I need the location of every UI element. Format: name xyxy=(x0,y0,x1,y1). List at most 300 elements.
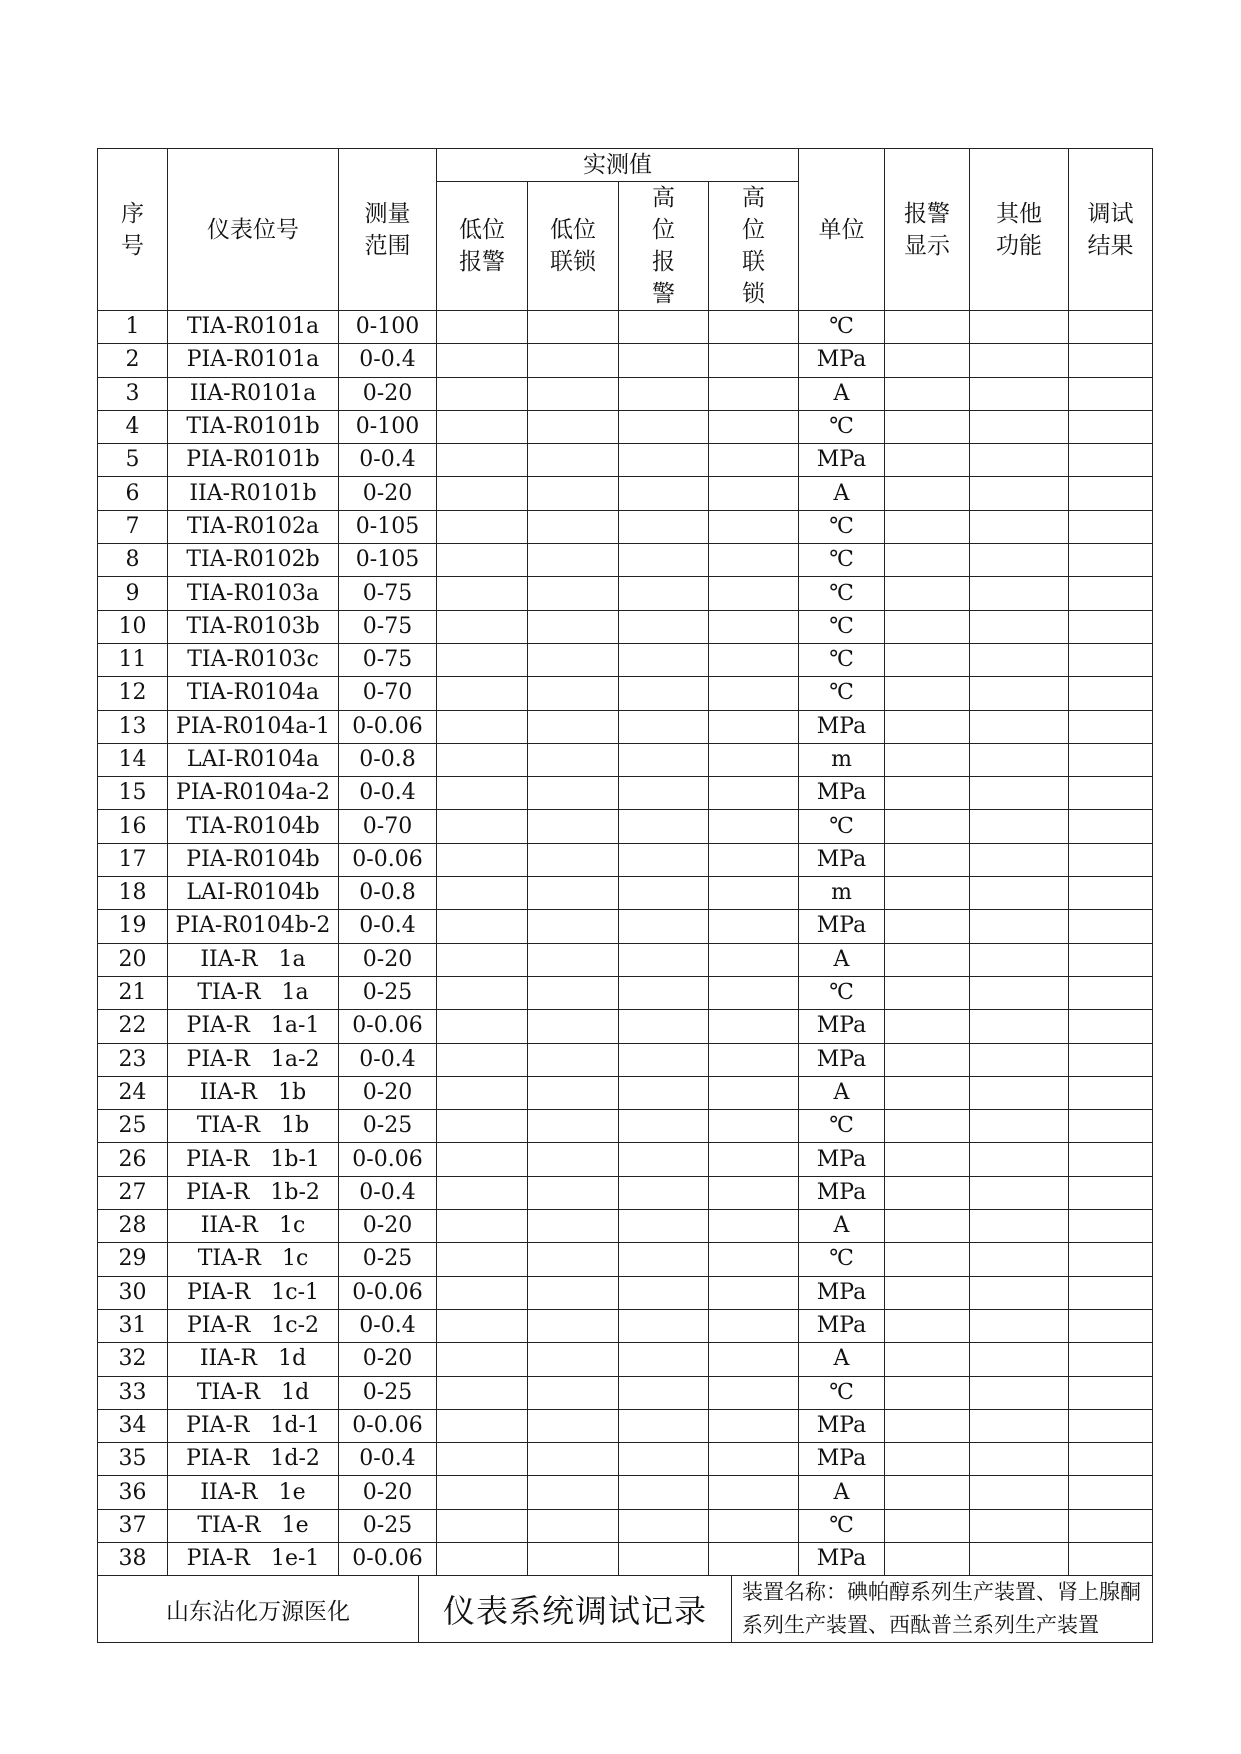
cell-seq: 34 xyxy=(98,1409,168,1442)
cell-unit: ℃ xyxy=(799,610,885,643)
cell-seq: 31 xyxy=(98,1309,168,1342)
cell-unit: m xyxy=(799,743,885,776)
cell-high-alarm xyxy=(619,377,709,410)
table-row xyxy=(98,544,1153,577)
cell-seq: 24 xyxy=(98,1076,168,1109)
cell-low-interlock xyxy=(528,610,619,643)
cell-high-interlock xyxy=(709,1143,799,1176)
cell-range: 0-75 xyxy=(339,610,437,643)
table-row xyxy=(98,743,1153,776)
cell-result xyxy=(1069,377,1153,410)
cell-unit: ℃ xyxy=(799,677,885,710)
cell-range: 0-20 xyxy=(339,1476,437,1509)
cell-seq: 4 xyxy=(98,410,168,443)
header-unit: 单位 xyxy=(799,149,885,311)
cell-range: 0-100 xyxy=(339,410,437,443)
cell-other xyxy=(970,843,1069,876)
cell-alarm-display xyxy=(885,1343,970,1376)
header-high-interlock: 高位联锁 xyxy=(709,182,799,311)
cell-high-interlock xyxy=(709,976,799,1009)
cell-result xyxy=(1069,510,1153,543)
cell-seq: 15 xyxy=(98,777,168,810)
cell-other xyxy=(970,1443,1069,1476)
cell-high-interlock xyxy=(709,643,799,676)
cell-low-alarm xyxy=(437,777,528,810)
cell-low-alarm xyxy=(437,1542,528,1575)
cell-alarm-display xyxy=(885,1176,970,1209)
cell-low-interlock xyxy=(528,976,619,1009)
cell-low-interlock xyxy=(528,1542,619,1575)
cell-high-interlock xyxy=(709,1010,799,1043)
table-row xyxy=(98,444,1153,477)
cell-other xyxy=(970,1409,1069,1442)
table-row xyxy=(98,777,1153,810)
cell-other xyxy=(970,377,1069,410)
cell-range: 0-25 xyxy=(339,1376,437,1409)
cell-result xyxy=(1069,1010,1153,1043)
cell-high-alarm xyxy=(619,677,709,710)
cell-range: 0-0.4 xyxy=(339,1443,437,1476)
cell-unit: A xyxy=(799,1076,885,1109)
cell-low-alarm xyxy=(437,743,528,776)
cell-high-interlock xyxy=(709,410,799,443)
cell-tag: PIA-R 1a-2 xyxy=(168,1043,339,1076)
cell-low-alarm xyxy=(437,444,528,477)
table-row xyxy=(98,377,1153,410)
cell-other xyxy=(970,410,1069,443)
cell-range: 0-0.06 xyxy=(339,710,437,743)
cell-seq: 35 xyxy=(98,1443,168,1476)
cell-seq: 10 xyxy=(98,610,168,643)
cell-unit: MPa xyxy=(799,1143,885,1176)
table-row xyxy=(98,1443,1153,1476)
cell-result xyxy=(1069,843,1153,876)
cell-low-alarm xyxy=(437,810,528,843)
header-range: 测量范围 xyxy=(339,149,437,311)
cell-range: 0-105 xyxy=(339,544,437,577)
cell-range: 0-20 xyxy=(339,1343,437,1376)
cell-unit: A xyxy=(799,477,885,510)
cell-high-interlock xyxy=(709,677,799,710)
cell-low-alarm xyxy=(437,344,528,377)
table-row xyxy=(98,510,1153,543)
cell-alarm-display xyxy=(885,1476,970,1509)
cell-seq: 11 xyxy=(98,643,168,676)
cell-unit: ℃ xyxy=(799,1243,885,1276)
cell-other xyxy=(970,1043,1069,1076)
cell-range: 0-105 xyxy=(339,510,437,543)
cell-result xyxy=(1069,1143,1153,1176)
cell-seq: 37 xyxy=(98,1509,168,1542)
cell-alarm-display xyxy=(885,1376,970,1409)
cell-tag: TIA-R 1a xyxy=(168,976,339,1009)
cell-alarm-display xyxy=(885,843,970,876)
cell-seq: 3 xyxy=(98,377,168,410)
cell-result xyxy=(1069,544,1153,577)
cell-tag: TIA-R0102a xyxy=(168,510,339,543)
cell-high-interlock xyxy=(709,510,799,543)
cell-result xyxy=(1069,577,1153,610)
cell-unit: A xyxy=(799,1210,885,1243)
cell-tag: LAI-R0104a xyxy=(168,743,339,776)
cell-alarm-display xyxy=(885,743,970,776)
cell-high-alarm xyxy=(619,1309,709,1342)
cell-low-alarm xyxy=(437,410,528,443)
cell-other xyxy=(970,877,1069,910)
cell-high-interlock xyxy=(709,544,799,577)
cell-unit: ℃ xyxy=(799,544,885,577)
cell-result xyxy=(1069,1076,1153,1109)
cell-high-alarm xyxy=(619,1276,709,1309)
cell-high-alarm xyxy=(619,444,709,477)
cell-tag: IIA-R 1b xyxy=(168,1076,339,1109)
cell-low-interlock xyxy=(528,311,619,344)
cell-unit: ℃ xyxy=(799,311,885,344)
table-row xyxy=(98,877,1153,910)
cell-low-interlock xyxy=(528,710,619,743)
cell-tag: PIA-R0101a xyxy=(168,344,339,377)
cell-low-interlock xyxy=(528,444,619,477)
cell-high-alarm xyxy=(619,1243,709,1276)
cell-alarm-display xyxy=(885,777,970,810)
cell-low-alarm xyxy=(437,1343,528,1376)
table-row xyxy=(98,843,1153,876)
cell-alarm-display xyxy=(885,1110,970,1143)
cell-low-interlock xyxy=(528,1076,619,1109)
cell-unit: MPa xyxy=(799,1010,885,1043)
table-row xyxy=(98,677,1153,710)
header-high-alarm: 高位报警 xyxy=(619,182,709,311)
table-row xyxy=(98,1176,1153,1209)
cell-alarm-display xyxy=(885,1210,970,1243)
cell-tag: IIA-R0101a xyxy=(168,377,339,410)
cell-unit: MPa xyxy=(799,710,885,743)
cell-other xyxy=(970,1509,1069,1542)
cell-result xyxy=(1069,976,1153,1009)
cell-tag: TIA-R0104a xyxy=(168,677,339,710)
cell-alarm-display xyxy=(885,1443,970,1476)
cell-alarm-display xyxy=(885,1542,970,1575)
cell-high-alarm xyxy=(619,1043,709,1076)
cell-other xyxy=(970,544,1069,577)
cell-high-alarm xyxy=(619,1509,709,1542)
cell-low-interlock xyxy=(528,577,619,610)
cell-high-interlock xyxy=(709,1276,799,1309)
cell-high-interlock xyxy=(709,1476,799,1509)
cell-unit: A xyxy=(799,943,885,976)
cell-range: 0-0.4 xyxy=(339,344,437,377)
cell-other xyxy=(970,344,1069,377)
cell-low-alarm xyxy=(437,1143,528,1176)
cell-other xyxy=(970,1376,1069,1409)
cell-low-alarm xyxy=(437,1276,528,1309)
cell-alarm-display xyxy=(885,910,970,943)
debug-record-sheet xyxy=(97,148,1152,1643)
cell-high-interlock xyxy=(709,877,799,910)
cell-alarm-display xyxy=(885,710,970,743)
cell-tag: PIA-R0104b xyxy=(168,843,339,876)
table-row xyxy=(98,1542,1153,1575)
cell-seq: 8 xyxy=(98,544,168,577)
cell-low-interlock xyxy=(528,410,619,443)
cell-tag: PIA-R 1c-2 xyxy=(168,1309,339,1342)
cell-tag: PIA-R 1d-2 xyxy=(168,1443,339,1476)
cell-low-interlock xyxy=(528,1476,619,1509)
cell-low-alarm xyxy=(437,976,528,1009)
cell-unit: ℃ xyxy=(799,577,885,610)
cell-unit: MPa xyxy=(799,1542,885,1575)
cell-result xyxy=(1069,810,1153,843)
cell-low-alarm xyxy=(437,1509,528,1542)
cell-other xyxy=(970,311,1069,344)
cell-result xyxy=(1069,311,1153,344)
cell-low-interlock xyxy=(528,344,619,377)
cell-alarm-display xyxy=(885,1243,970,1276)
header-low-alarm: 低位报警 xyxy=(437,182,528,311)
cell-range: 0-0.06 xyxy=(339,1409,437,1442)
cell-seq: 20 xyxy=(98,943,168,976)
cell-unit: ℃ xyxy=(799,643,885,676)
cell-other xyxy=(970,1076,1069,1109)
cell-low-interlock xyxy=(528,1309,619,1342)
cell-alarm-display xyxy=(885,344,970,377)
cell-low-interlock xyxy=(528,743,619,776)
cell-alarm-display xyxy=(885,976,970,1009)
cell-low-interlock xyxy=(528,1276,619,1309)
table-row xyxy=(98,643,1153,676)
cell-low-interlock xyxy=(528,877,619,910)
cell-alarm-display xyxy=(885,477,970,510)
device-name: 装置名称：碘帕醇系列生产装置、肾上腺酮系列生产装置、西酞普兰系列生产装置 xyxy=(732,1576,1153,1643)
cell-tag: TIA-R0101b xyxy=(168,410,339,443)
table-row xyxy=(98,1509,1153,1542)
cell-low-interlock xyxy=(528,377,619,410)
cell-high-interlock xyxy=(709,777,799,810)
cell-low-alarm xyxy=(437,1010,528,1043)
cell-range: 0-20 xyxy=(339,377,437,410)
cell-low-interlock xyxy=(528,843,619,876)
cell-high-alarm xyxy=(619,710,709,743)
cell-alarm-display xyxy=(885,643,970,676)
cell-low-alarm xyxy=(437,1409,528,1442)
cell-high-alarm xyxy=(619,1376,709,1409)
cell-range: 0-0.06 xyxy=(339,1010,437,1043)
cell-unit: A xyxy=(799,1476,885,1509)
cell-range: 0-0.8 xyxy=(339,743,437,776)
cell-other xyxy=(970,1176,1069,1209)
cell-low-interlock xyxy=(528,1343,619,1376)
cell-seq: 2 xyxy=(98,344,168,377)
cell-tag: PIA-R 1a-1 xyxy=(168,1010,339,1043)
cell-high-alarm xyxy=(619,976,709,1009)
cell-high-interlock xyxy=(709,1542,799,1575)
cell-high-interlock xyxy=(709,610,799,643)
cell-tag: TIA-R0102b xyxy=(168,544,339,577)
table-row xyxy=(98,1276,1153,1309)
cell-unit: ℃ xyxy=(799,510,885,543)
cell-tag: IIA-R0101b xyxy=(168,477,339,510)
cell-high-alarm xyxy=(619,877,709,910)
table-row xyxy=(98,311,1153,344)
cell-high-alarm xyxy=(619,843,709,876)
cell-high-alarm xyxy=(619,1476,709,1509)
header-tag: 仪表位号 xyxy=(168,149,339,311)
cell-result xyxy=(1069,710,1153,743)
cell-tag: TIA-R0103a xyxy=(168,577,339,610)
cell-low-alarm xyxy=(437,710,528,743)
cell-tag: PIA-R 1c-1 xyxy=(168,1276,339,1309)
cell-tag: PIA-R0101b xyxy=(168,444,339,477)
cell-low-alarm xyxy=(437,843,528,876)
cell-result xyxy=(1069,777,1153,810)
cell-result xyxy=(1069,1043,1153,1076)
cell-tag: IIA-R 1d xyxy=(168,1343,339,1376)
cell-other xyxy=(970,710,1069,743)
cell-result xyxy=(1069,643,1153,676)
cell-high-alarm xyxy=(619,1343,709,1376)
cell-low-interlock xyxy=(528,1010,619,1043)
cell-high-interlock xyxy=(709,311,799,344)
cell-low-interlock xyxy=(528,1143,619,1176)
cell-low-alarm xyxy=(437,544,528,577)
cell-other xyxy=(970,1343,1069,1376)
cell-tag: PIA-R0104a-1 xyxy=(168,710,339,743)
cell-alarm-display xyxy=(885,877,970,910)
instrument-table xyxy=(97,148,1153,1576)
cell-result xyxy=(1069,943,1153,976)
cell-range: 0-20 xyxy=(339,477,437,510)
cell-alarm-display xyxy=(885,544,970,577)
cell-other xyxy=(970,1143,1069,1176)
cell-high-alarm xyxy=(619,643,709,676)
cell-result xyxy=(1069,410,1153,443)
cell-seq: 14 xyxy=(98,743,168,776)
cell-unit: m xyxy=(799,877,885,910)
cell-high-interlock xyxy=(709,1509,799,1542)
cell-seq: 23 xyxy=(98,1043,168,1076)
cell-unit: MPa xyxy=(799,1309,885,1342)
cell-alarm-display xyxy=(885,1043,970,1076)
cell-range: 0-70 xyxy=(339,810,437,843)
cell-seq: 13 xyxy=(98,710,168,743)
cell-high-alarm xyxy=(619,1176,709,1209)
cell-range: 0-0.4 xyxy=(339,1309,437,1342)
cell-range: 0-20 xyxy=(339,1076,437,1109)
cell-alarm-display xyxy=(885,1010,970,1043)
cell-low-alarm xyxy=(437,1076,528,1109)
cell-unit: MPa xyxy=(799,1276,885,1309)
cell-result xyxy=(1069,344,1153,377)
cell-low-alarm xyxy=(437,577,528,610)
cell-unit: MPa xyxy=(799,1176,885,1209)
cell-high-alarm xyxy=(619,1110,709,1143)
cell-tag: TIA-R 1b xyxy=(168,1110,339,1143)
cell-seq: 9 xyxy=(98,577,168,610)
cell-alarm-display xyxy=(885,1509,970,1542)
cell-seq: 29 xyxy=(98,1243,168,1276)
cell-result xyxy=(1069,1476,1153,1509)
cell-seq: 17 xyxy=(98,843,168,876)
cell-seq: 26 xyxy=(98,1143,168,1176)
header-result: 调试结果 xyxy=(1069,149,1153,311)
table-row xyxy=(98,1476,1153,1509)
cell-low-alarm xyxy=(437,510,528,543)
cell-low-interlock xyxy=(528,510,619,543)
header-low-interlock: 低位联锁 xyxy=(528,182,619,311)
cell-tag: PIA-R 1b-1 xyxy=(168,1143,339,1176)
cell-high-interlock xyxy=(709,710,799,743)
cell-alarm-display xyxy=(885,410,970,443)
cell-high-alarm xyxy=(619,510,709,543)
cell-high-alarm xyxy=(619,1443,709,1476)
cell-low-interlock xyxy=(528,477,619,510)
cell-low-alarm xyxy=(437,1443,528,1476)
cell-result xyxy=(1069,1509,1153,1542)
table-row xyxy=(98,710,1153,743)
cell-unit: MPa xyxy=(799,1443,885,1476)
cell-result xyxy=(1069,743,1153,776)
cell-low-interlock xyxy=(528,810,619,843)
cell-alarm-display xyxy=(885,610,970,643)
table-row xyxy=(98,577,1153,610)
table-row xyxy=(98,976,1153,1009)
cell-low-alarm xyxy=(437,1043,528,1076)
table-row xyxy=(98,477,1153,510)
cell-seq: 32 xyxy=(98,1343,168,1376)
cell-unit: ℃ xyxy=(799,1376,885,1409)
cell-high-interlock xyxy=(709,1343,799,1376)
cell-alarm-display xyxy=(885,1076,970,1109)
cell-range: 0-20 xyxy=(339,1210,437,1243)
cell-unit: MPa xyxy=(799,843,885,876)
cell-other xyxy=(970,976,1069,1009)
cell-range: 0-0.4 xyxy=(339,1176,437,1209)
cell-alarm-display xyxy=(885,377,970,410)
cell-low-interlock xyxy=(528,1176,619,1209)
cell-high-interlock xyxy=(709,1210,799,1243)
cell-high-interlock xyxy=(709,843,799,876)
cell-other xyxy=(970,643,1069,676)
cell-low-alarm xyxy=(437,1210,528,1243)
cell-low-alarm xyxy=(437,643,528,676)
cell-low-alarm xyxy=(437,1376,528,1409)
cell-seq: 21 xyxy=(98,976,168,1009)
cell-seq: 28 xyxy=(98,1210,168,1243)
cell-unit: MPa xyxy=(799,910,885,943)
table-row xyxy=(98,410,1153,443)
table-row xyxy=(98,1309,1153,1342)
cell-high-alarm xyxy=(619,1210,709,1243)
cell-high-interlock xyxy=(709,377,799,410)
table-row xyxy=(98,1143,1153,1176)
cell-low-alarm xyxy=(437,377,528,410)
cell-result xyxy=(1069,1276,1153,1309)
header-other: 其他功能 xyxy=(970,149,1069,311)
cell-tag: LAI-R0104b xyxy=(168,877,339,910)
cell-alarm-display xyxy=(885,1143,970,1176)
company-name: 山东沾化万源医化 xyxy=(98,1576,419,1643)
cell-alarm-display xyxy=(885,577,970,610)
cell-high-alarm xyxy=(619,610,709,643)
cell-result xyxy=(1069,1176,1153,1209)
cell-low-interlock xyxy=(528,1043,619,1076)
cell-high-alarm xyxy=(619,1409,709,1442)
cell-tag: IIA-R 1a xyxy=(168,943,339,976)
cell-low-alarm xyxy=(437,877,528,910)
cell-other xyxy=(970,610,1069,643)
cell-low-interlock xyxy=(528,677,619,710)
cell-high-interlock xyxy=(709,1376,799,1409)
